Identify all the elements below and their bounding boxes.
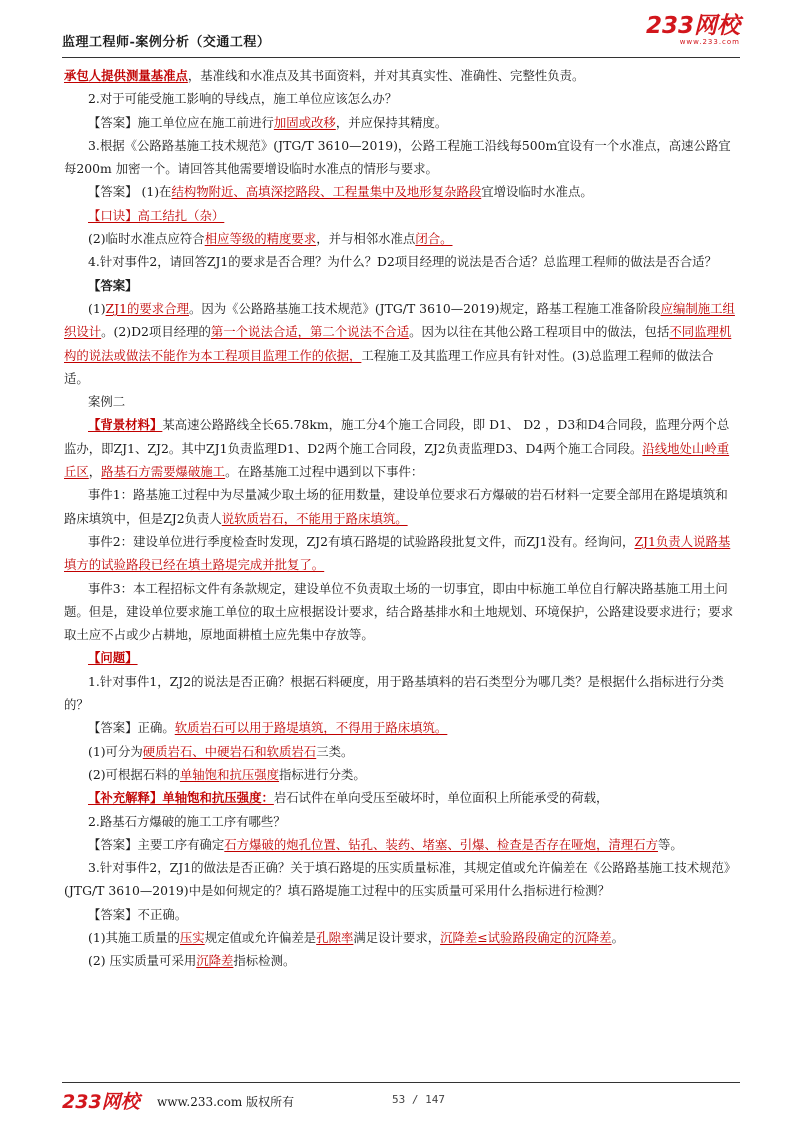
highlight-text: 【背景材料】 xyxy=(88,417,163,433)
question-header xyxy=(64,646,738,669)
answer: 【答案】不正确。 xyxy=(88,906,188,922)
answer xyxy=(64,926,738,949)
highlight-text: 闭合。 xyxy=(415,231,453,247)
text: ，并应保持其精度。 xyxy=(335,114,448,130)
text: (1) xyxy=(88,300,106,316)
text: (2)可根据石料的 xyxy=(88,766,180,782)
text: 等。 xyxy=(657,836,683,852)
highlight-text: 【口诀】高工结扎（杂） xyxy=(88,207,225,223)
question: 3.针对事件2，ZJ1的做法是否正确？关于填石路堤的压实质量标准，其规定值或允许偏差在《公路路基施工技术规范》(JTG/T 3610—2019)中是如何规定的？填石路堤施工过程中的压实质量可采用什么指标进行检测？ xyxy=(64,860,737,899)
highlight-text: 软质岩石可以用于路堤填筑，不得用于路床填筑。 xyxy=(174,720,448,736)
highlight-text: 结构物附近、高填深挖路段、工程量集中及地形复杂路段 xyxy=(171,184,482,200)
highlight-text: 加固或改移 xyxy=(273,114,336,130)
question: 3.根据《公路路基施工技术规范》(JTG/T 3610—2019)，公路工程施工沿线每500m宜设有一个水准点，高速公路宜每200m 加密一个。请回答其他需要增设临时水准点的情形与要求。 xyxy=(64,137,731,177)
answer xyxy=(64,180,738,203)
highlight-text: 单轴饱和抗压强度 xyxy=(179,766,280,782)
answer xyxy=(64,833,738,856)
highlight-text: 应编制施工组织设计 xyxy=(64,300,735,340)
highlight-text: 【问题】 xyxy=(88,650,138,666)
brand-logo-url: www.233.com xyxy=(679,38,740,46)
page-footer xyxy=(62,1085,740,1115)
text: 【答案】施工单位应在施工前进行 xyxy=(88,114,274,130)
text: 事件1：路基施工过程中为尽量减少取土场的征用数量，建设单位要求石方爆破的岩石材料一定要全部用在路堤填筑和路床填筑中，但是ZJ2负责人 xyxy=(64,487,728,526)
document-title: 监理工程师-案例分析（交通工程） xyxy=(62,35,271,50)
document-body xyxy=(64,64,738,973)
highlight-text: 沉降差≤试验路段确定的沉降差 xyxy=(440,929,612,945)
mnemonic xyxy=(64,204,738,227)
highlight-text: 相应等级的精度要求 xyxy=(204,231,317,247)
header-divider xyxy=(62,57,740,58)
highlight-text: 硬质岩石、中硬岩石和软质岩石 xyxy=(142,743,317,759)
text: 三类。 xyxy=(316,743,354,759)
footer-divider xyxy=(62,1082,740,1083)
text: 【答案】 (1)在 xyxy=(88,184,172,200)
paragraph xyxy=(64,64,738,87)
question: 2.路基石方爆破的施工工序有哪些？ xyxy=(88,813,286,829)
text: ，并与相邻水准点 xyxy=(316,231,416,247)
answer xyxy=(64,763,738,786)
question: 4.针对事件2，请回答ZJ1的要求是否合理？为什么？D2项目经理的说法是否合适？总监理工程师的做法是否合适？ xyxy=(88,254,717,270)
question: 2.对于可能受施工影响的导线点，施工单位应该怎么办？ xyxy=(88,91,398,107)
highlight-text: 说软质岩石，不能用于路床填筑。 xyxy=(221,510,408,526)
highlight-text: 承包人提供测量基准点 xyxy=(64,68,188,83)
answer xyxy=(64,297,738,390)
highlight-text: ZJ1的要求合理 xyxy=(105,300,189,316)
background-material xyxy=(64,413,738,483)
brand-logo-text: 233网校 xyxy=(645,13,740,39)
answer xyxy=(64,111,738,134)
highlight-text: 【补充解释】单轴饱和抗压强度： xyxy=(88,790,274,806)
answer xyxy=(64,740,738,763)
highlight-text: 压实 xyxy=(179,929,205,945)
footer-logo[interactable]: 233网校 xyxy=(62,1091,140,1113)
answer xyxy=(64,716,738,739)
text: 指标检测。 xyxy=(233,953,296,969)
text: ，基准线和水准点及其书面资料，并对其真实性、准确性、完整性负责。 xyxy=(187,68,585,83)
text: (1)可分为 xyxy=(88,743,143,759)
event xyxy=(64,530,738,577)
supplement xyxy=(64,786,738,809)
answer xyxy=(64,227,738,250)
text: 事件2：建设单位进行季度检查时发现，ZJ2有填石路堤的试验路段批复文件，而ZJ1没有。经询问， xyxy=(88,533,635,549)
answer xyxy=(64,949,738,972)
highlight-text: ZJ1负责人说路基填方的试验路段已经在填土路堤完成并批复了。 xyxy=(64,533,731,573)
text: (1)其施工质量的 xyxy=(88,929,180,945)
event xyxy=(64,483,738,530)
text: 满足设计要求， xyxy=(353,929,441,945)
answer-label: 【答案】 xyxy=(88,277,138,293)
text: 宜增设临时水准点。 xyxy=(481,184,593,200)
text: (2) 压实质量可采用 xyxy=(88,953,197,969)
highlight-text: 不同监理机构的说法或做法不能作为本工程项目监理工作的依据， xyxy=(64,324,732,363)
question: 1.针对事件1，ZJ2的说法是否正确？根据石料硬度，用于路基填料的岩石类型分为哪几类？是根据什么指标进行分类的？ xyxy=(64,673,724,713)
text: 工程施工及其监理工作应具有针对性。(3)总监理工程师的做法合适。 xyxy=(64,347,714,386)
brand-logo[interactable] xyxy=(646,14,740,46)
page-number: 53 / 147 xyxy=(392,1093,445,1106)
page-header xyxy=(62,14,740,54)
text: 。(2)D2项目经理的 xyxy=(101,324,211,340)
text: 。因为《公路路基施工技术规范》(JTG/T 3610—2019)规定，路基工程施工准备阶段 xyxy=(188,300,661,316)
text: 【答案】正确。 xyxy=(88,720,175,736)
text: 规定值或允许偏差是 xyxy=(204,929,317,945)
text: 。 xyxy=(611,929,624,945)
text: 岩石试件在单向受压至破坏时，单位面积上所能承受的荷载， xyxy=(273,790,609,806)
text: 。在路基施工过程中遇到以下事件： xyxy=(225,464,424,480)
section-title: 案例二 xyxy=(88,394,126,410)
highlight-text: 沿线地处山岭重丘区 xyxy=(64,440,730,480)
highlight-text: 沉降差 xyxy=(196,953,234,969)
text: (2)临时水准点应符合 xyxy=(88,231,205,247)
text: 某高速公路路线全长65.78km，施工分4个施工合同段，即 D1、 D2 ，D3和D4合同段，监理分两个总监办，即ZJ1、ZJ2。其中ZJ1负责监理D1、D2两个施工合同段，ZJ2负责监理D3、D4两个施工合同段。 xyxy=(64,417,730,456)
highlight-text: 路基石方需要爆破施工 xyxy=(101,464,226,480)
event: 事件3：本工程招标文件有条款规定，建设单位不负责取土场的一切事宜，即由中标施工单位自行解决路基施工用土问题。但是，建设单位要求施工单位的取土应根据设计要求，结合路基排水和土地规划、环境保护，公路建设要求进行；要求取土应不占或少占耕地，原地面耕植土应先集中存放等。 xyxy=(64,580,734,643)
copyright-text: www.233.com 版权所有 xyxy=(157,1095,295,1109)
highlight-text: 第一个说法合适，第二个说法不合适 xyxy=(210,324,410,340)
highlight-text: 孔隙率 xyxy=(316,929,354,945)
text: 【答案】主要工序有确定 xyxy=(88,836,225,852)
text: ， xyxy=(88,464,102,480)
text: 指标进行分类。 xyxy=(279,766,366,782)
text: 。因为以往在其他公路工程项目中的做法，包括 xyxy=(409,324,670,340)
highlight-text: 石方爆破的炮孔位置、钻孔、装药、堵塞、引爆、检查是否存在哑炮，清理石方 xyxy=(224,836,658,852)
